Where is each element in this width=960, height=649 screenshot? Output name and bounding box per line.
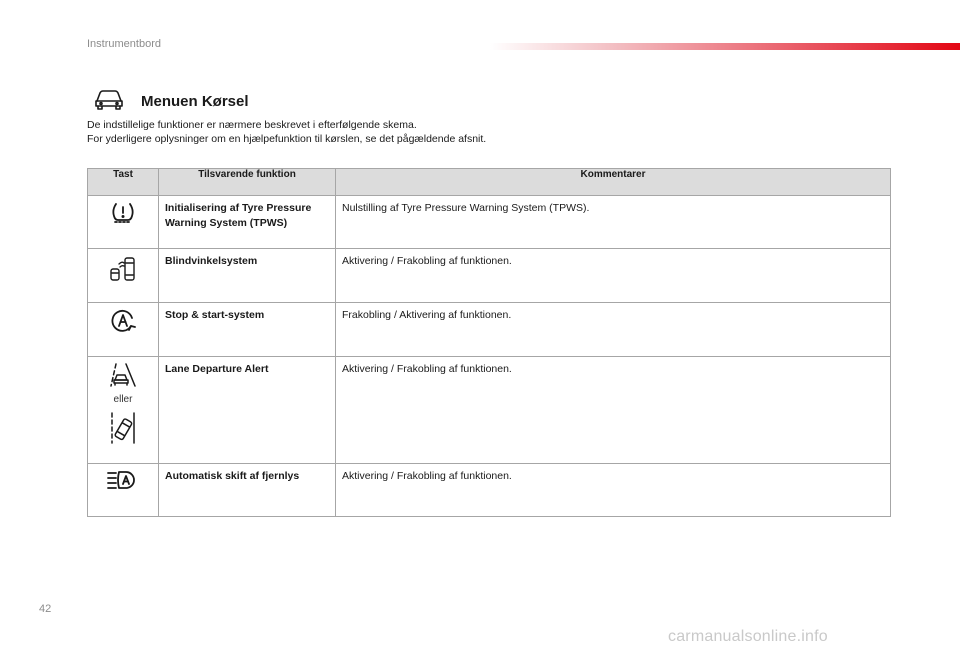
function-name: Lane Departure Alert [159,357,336,464]
comment: Nulstilling af Tyre Pressure Warning System (TPWS). [336,196,891,249]
page-number: 42 [39,603,52,615]
header-function: Tilsvarende funktion [159,169,336,196]
intro-line-1: De indstillelige funktioner er nærmere beskrevet i efterfølgende skema. [87,119,417,131]
key-cell [88,196,159,249]
comment: Frakobling / Aktivering af funktionen. [336,303,891,357]
function-name: Initialisering af Tyre Pressure Warning System (TPWS) [159,196,336,249]
key-cell [88,249,159,303]
functions-table [87,168,891,517]
menu-title: Menuen Kørsel [141,93,249,110]
header-comment: Kommentarer [336,169,891,196]
icon-separator: eller [113,394,133,405]
car-icon [94,87,124,116]
stop-start-icon [94,308,152,334]
comment: Aktivering / Frakobling af funktionen. [336,249,891,303]
function-name: Blindvinkelsystem [159,249,336,303]
table-header-row [88,169,891,196]
blind-spot-icon [94,254,152,284]
table-row [88,357,891,464]
lane-departure-icon [94,362,152,388]
intro-line-2: For yderligere oplysninger om en hjælpefunktion til kørslen, se det pågældende afsnit. [87,133,487,145]
header-accent-bar [490,43,960,50]
key-cell [88,357,159,464]
watermark: carmanualsonline.info [668,628,828,645]
key-cell [88,303,159,357]
function-name: Automatisk skift af fjernlys [159,464,336,517]
intro-text [87,118,486,146]
tpws-tyre-warning-icon [94,201,152,225]
table-row [88,464,891,517]
menu-heading [94,87,249,116]
table-row [88,196,891,249]
header-tast: Tast [88,169,159,196]
function-name: Stop & start-system [159,303,336,357]
auto-high-beam-icon [94,469,152,491]
comment: Aktivering / Frakobling af funktionen. [336,464,891,517]
table-row [88,303,891,357]
key-cell [88,464,159,517]
table-row [88,249,891,303]
comment: Aktivering / Frakobling af funktionen. [336,357,891,464]
section-title: Instrumentbord [87,38,161,50]
lane-departure-alt-icon [94,411,152,445]
